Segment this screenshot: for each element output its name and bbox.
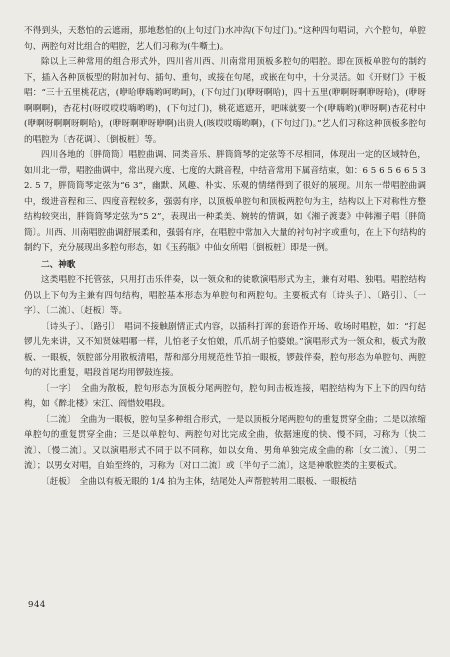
section-heading: 二、神歌: [41, 259, 76, 270]
paragraph-7: 〔二流〕 全曲为一眼板，腔句呈多种组合形式，一是以顶板分尾两腔句的重复贯穿全曲；二是以浓缩单腔句的重复贯穿全曲；三是以单腔句、两腔句对比完成全曲，依据速度的快、慢不同，习称为〔快二流〕、〔慢二流〕。又以演唱形式不同于以不同称，如以女角、男角单独完成全曲的称〔女二流〕、〔男二流〕；以男女对唱，自始至终的，习称为〔对口二流〕或〔半句子二流〕，这是神歌腔类的主要板式。: [24, 414, 426, 471]
paragraph-4: 这类唱腔不托管弦，只用打击乐伴奏，以一领众和的徒歌演唱形式为主，兼有对唱、独唱。唱腔结构仍以上下句为主兼有四句结构，唱腔基本形态为单腔句和两腔句。主要板式有〔诗头子〕、〔路引〕、〔一字〕、〔二流〕、〔赶板〕等。: [24, 275, 426, 316]
paragraph-5: 〔诗头子〕、〔路引〕 唱词不接触剧情正式内容，以插科打诨的套语作开场、收场时唱腔，如：“打起锣儿先来讲，又不知贤妹唱哪一样，儿怕老子女怕娘，爪爪胡子怕婆娘。”演唱形式为一领众和，板式为散板、一眼板，领腔部分用散板清唱，帮和部分用规范性节拍一眼板，锣鼓伴奏，腔句形态为单腔句、两腔句的对比重复，唱段首尾均用锣鼓连接。: [24, 321, 426, 378]
page-number: 944: [28, 600, 46, 610]
paragraph-8: 〔赶板〕 全曲以有板无眼的 1/4 拍为主体，结尾处人声帮腔转用二眼板、一眼板结: [41, 476, 357, 487]
page-body: [24, 24, 426, 490]
paragraph-6: 〔一字〕 全曲为散板，腔句形态为顶板分尾两腔句，腔句间击板连接，唱腔结构为下上下的四句结构，如《醉北楼》宋江、阎惜姣唱段。: [24, 383, 426, 409]
paragraph-3: 四川各地的〔胖筒筒〕唱腔曲调、同类音乐、胖筒筒琴的定弦等不尽相同，体现出一定的区域特色，如川北一带，唱腔曲调中，常出现六度、七度的大跳音程，中结音常用下属音结束，如：6 5 6 5 6 6 5 3 2. 5 7，胖筒筒琴定弦为“6 3”，幽默、风趣、朴实、乐观的情绪得到了很好的展现。川东一带唱腔曲调中，级进音程和三、四度音程较多，强弱有序，以顶板单腔句和顶板两腔句为主，结构以上下对称性方整结构较突出，胖筒筒琴定弦为“5 2”，表现出一种柔美、婉转的情调，如《湘子渡妻》中韩湘子唱〔胖筒筒〕。川西、川南唱腔曲调舒展柔和，强弱有序，在唱腔中常加入大量的衬句衬字或重句，在上下句结构的制约下，充分展现出多腔句形态，如《玉药瓶》中仙女所唱〔倒板桩〕即是一例。: [24, 150, 426, 253]
paragraph-2: 除以上三种常用的组合形式外，四川省川西、川南常用顶板多腔句的唱腔。即在顶板单腔句的制约下，插入各种顶板型的附加衬句、插句、重句，或接在句尾，或嵌在句中，十分灵活。如《开财门》干板唱：“三十五里桃花店，(咿哈咿嗨哟呵哟呵)，(下句过门)(咿呀啊哈)，四十五里(咿啊呀啊咿呀哈)，(咿呀啊啊啊)，杏花村(呀哎哎哎嗨哟哟)，(下句过门)，桃花遮遮开，吧咪就要一个(咿嗨哟)(咿呀啊)杏花村中(咿啊呀啊啊呀啊哈)，(咿呀啊咿呀咿啊)出贵人(咳哎哎嗨哟啊)，(下句过门)。”艺人们习称这种顶板多腔句的唱腔为〔杏花调〕、〔倒板桩〕等。: [24, 57, 426, 145]
paragraph-1: 不得到头，天愁怕的云遮雨，那地愁怕的(上句过门)水冲沟(下句过门)。”这种四句唱词，六个腔句，单腔句、两腔句对比组合的唱腔，艺人们习称为(牛嘶土)。: [24, 26, 426, 52]
